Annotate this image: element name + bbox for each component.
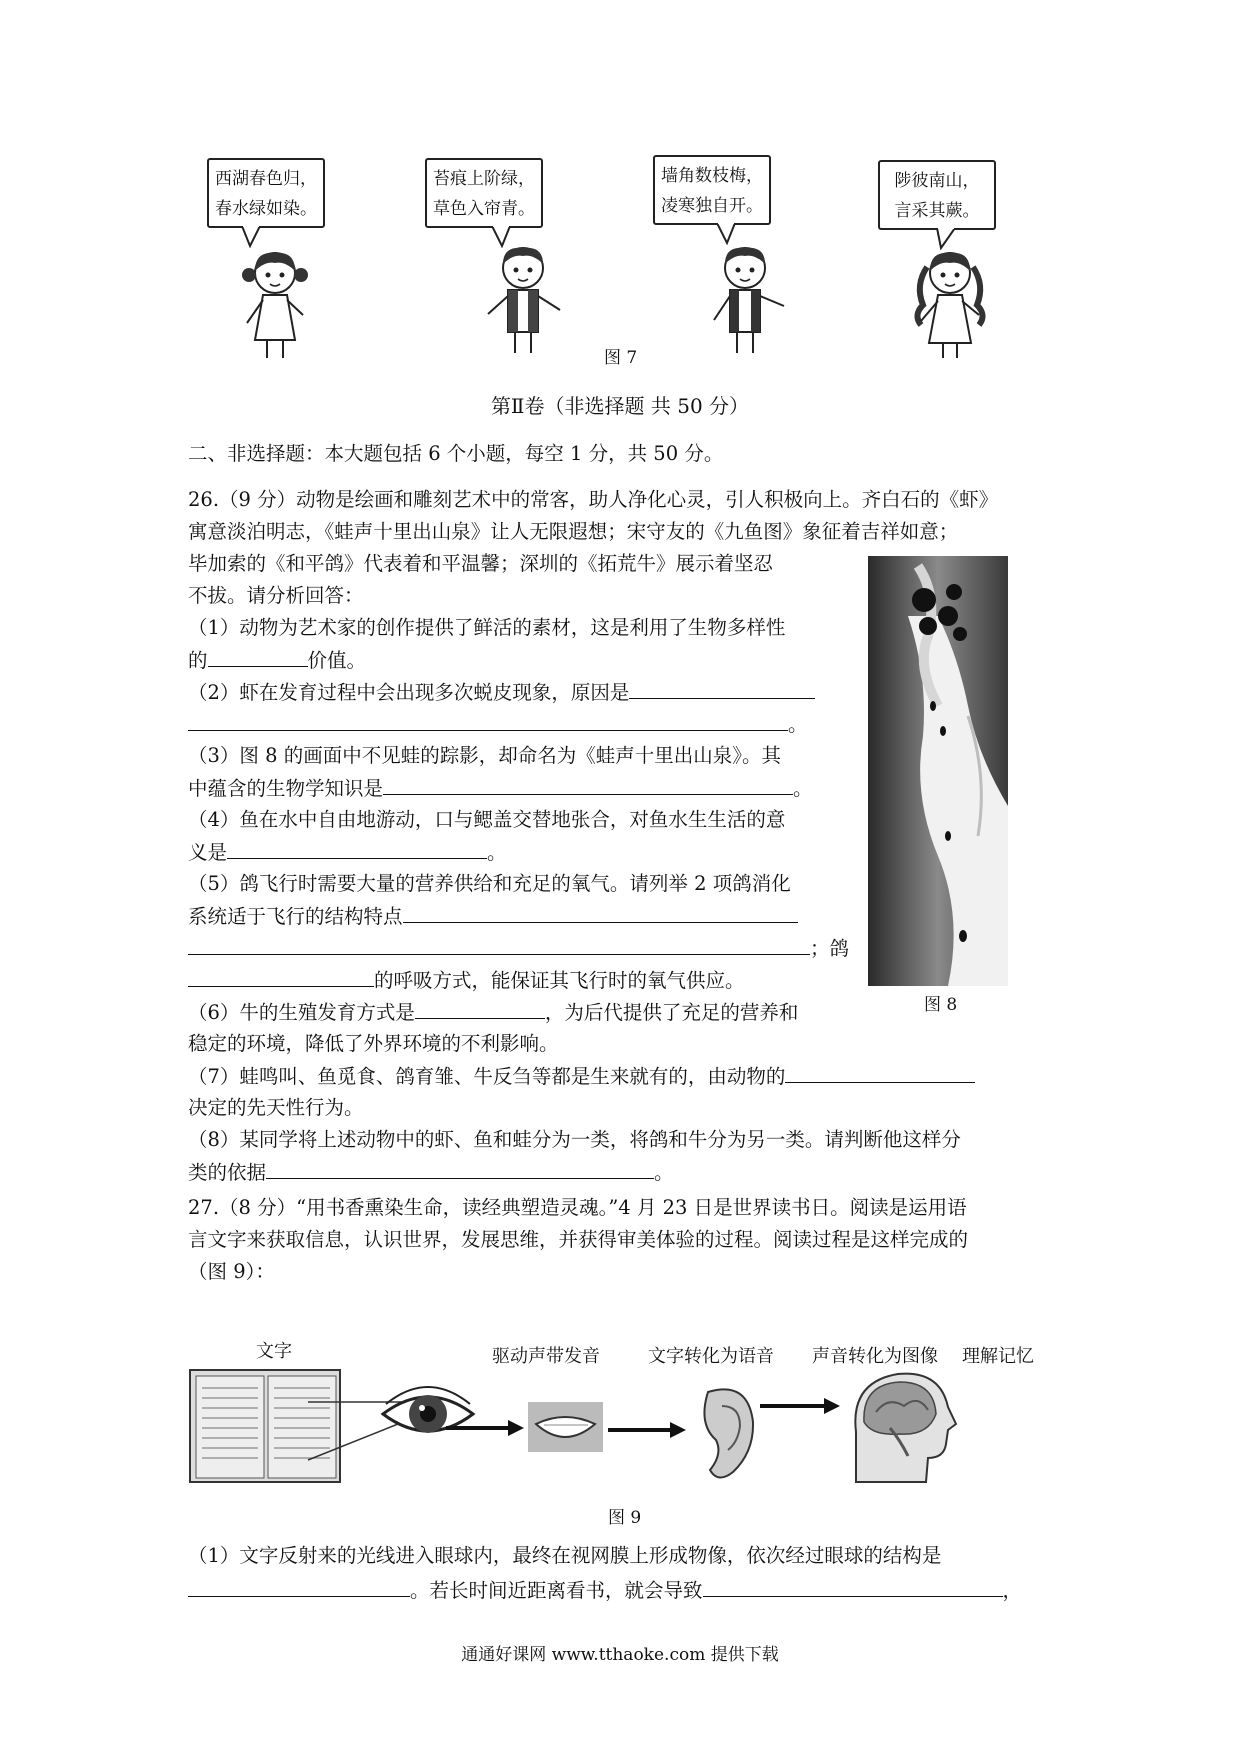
section-title: 第Ⅱ卷（非选择题 共 50 分） <box>490 394 750 418</box>
answer-blank[interactable] <box>703 1574 1003 1597</box>
boy-figure-icon <box>700 240 790 355</box>
figure-7-caption: 图 7 <box>604 348 638 368</box>
mouth-icon <box>528 1402 603 1452</box>
answer-blank[interactable] <box>188 708 788 731</box>
answer-blank[interactable] <box>383 772 793 795</box>
girl-figure-icon <box>905 245 995 360</box>
answer-blank[interactable] <box>188 1574 410 1597</box>
answer-blank[interactable] <box>188 932 810 955</box>
figure-9-caption: 图 9 <box>608 1508 642 1528</box>
figure-8-painting <box>868 556 1008 986</box>
answer-blank[interactable] <box>266 1156 654 1179</box>
answer-blank[interactable] <box>403 900 798 923</box>
answer-blank[interactable] <box>629 676 815 699</box>
label-text: 文字 <box>256 1341 292 1362</box>
book-icon <box>190 1370 340 1482</box>
arrow-right-icon <box>608 1422 686 1438</box>
label-drive-vocal-cords: 驱动声带发音 <box>492 1346 600 1367</box>
speech-bubble-1: 西湖春色归， 春水绿如染。 <box>207 158 325 228</box>
boy-figure-icon <box>478 240 568 355</box>
brain-head-icon <box>855 1374 956 1482</box>
arrow-right-icon <box>760 1398 840 1414</box>
answer-blank[interactable] <box>785 1060 975 1083</box>
ear-icon <box>704 1389 753 1477</box>
answer-blank[interactable] <box>188 964 374 987</box>
figure-8-caption: 图 8 <box>924 995 958 1015</box>
answer-blank[interactable] <box>227 836 487 859</box>
label-text-to-speech: 文字转化为语音 <box>648 1346 774 1367</box>
answer-blank[interactable] <box>208 644 308 667</box>
label-understand-memory: 理解记忆 <box>962 1346 1034 1367</box>
footer-credit: 通通好课网 www.tthaoke.com 提供下载 <box>461 1645 779 1665</box>
girl-figure-icon <box>235 245 315 360</box>
speech-bubble-3: 墙角数枝梅， 凌寒独自开。 <box>653 155 771 225</box>
label-sound-to-image: 声音转化为图像 <box>812 1346 938 1367</box>
reading-process-diagram <box>188 1362 1068 1494</box>
speech-bubble-4: 陟彼南山， 言采其蕨。 <box>878 160 996 230</box>
speech-bubble-2: 苔痕上阶绿， 草色入帘青。 <box>425 158 543 228</box>
answer-blank[interactable] <box>415 996 545 1019</box>
instructions: 二、非选择题：本大题包括 6 个小题，每空 1 分，共 50 分。 <box>188 442 724 465</box>
